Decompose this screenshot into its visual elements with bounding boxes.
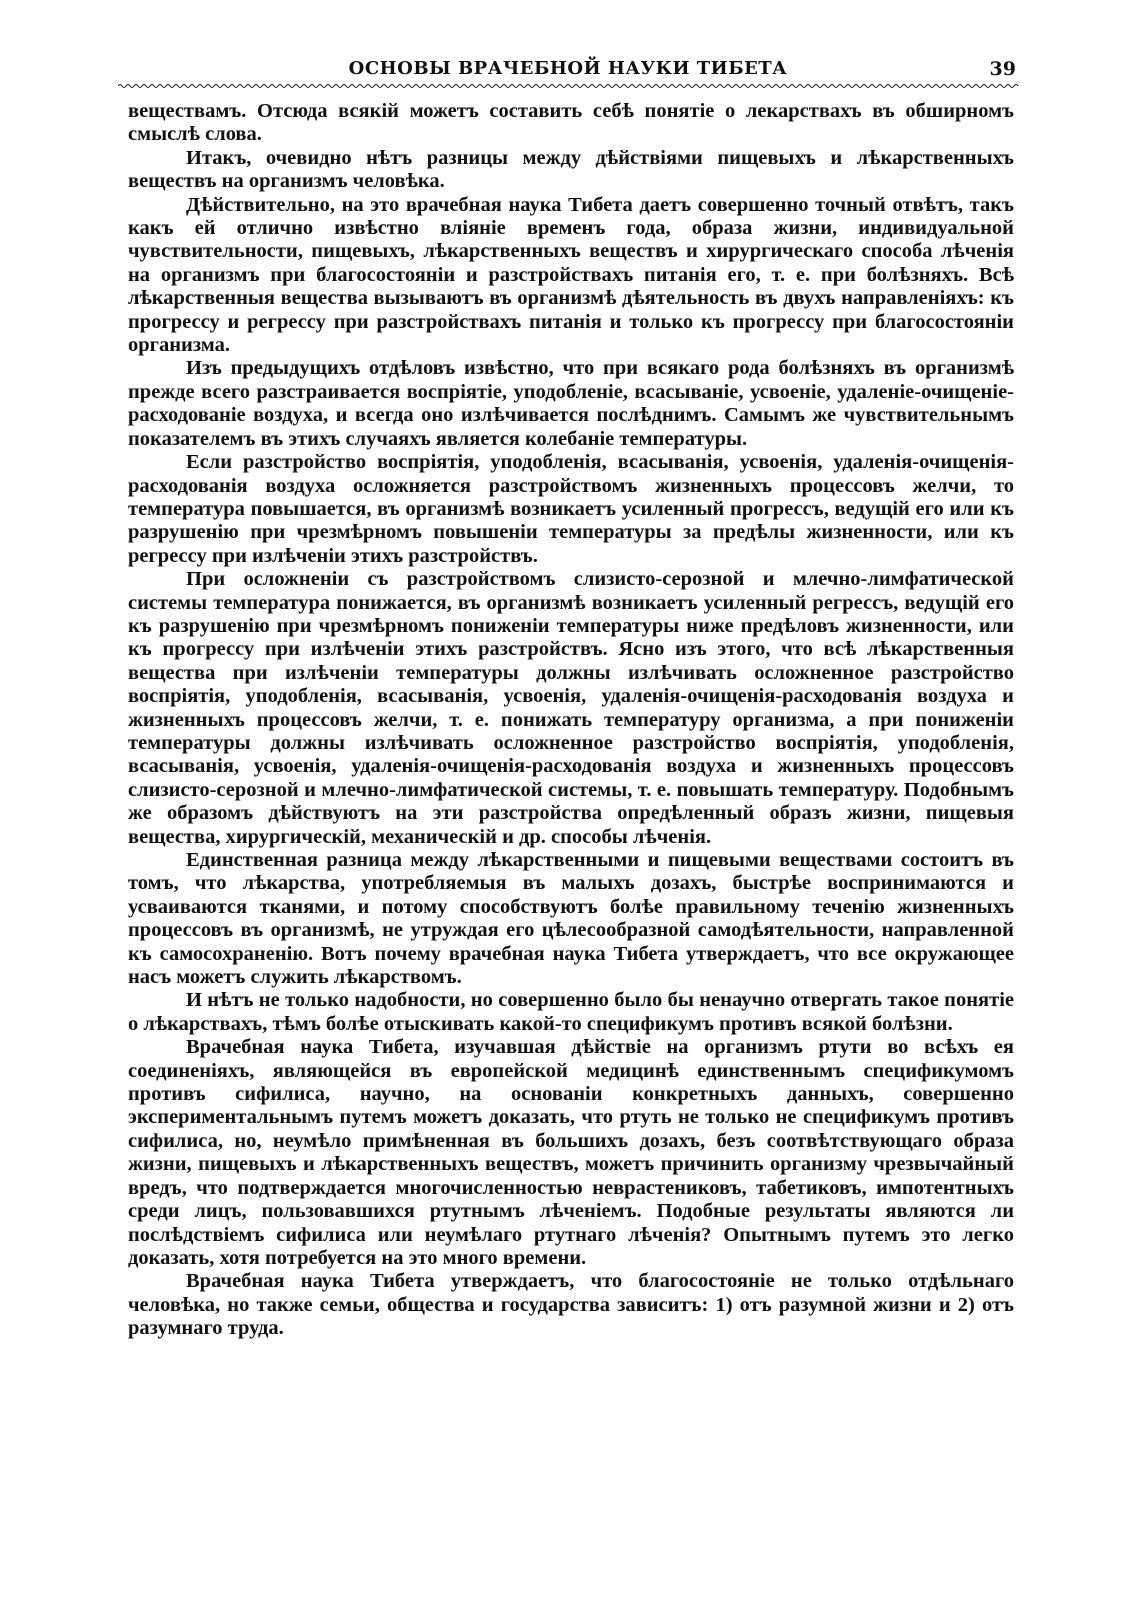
wavy-header-rule <box>118 82 1020 90</box>
paragraph: Изъ предыдущихъ отдѣловъ извѣстно, что при всякаго рода болѣзняхъ въ организмѣ прежде всего разстраивается воспріятіе, уподобленіе, всасываніе, усвоеніе, удаленіе-очищеніе-расходованіе воздуха, и всегда оно излѣчивается послѣднимъ. Самымъ же чувствительнымъ показателемъ въ этихъ случаяхъ является колебаніе температуры. <box>128 357 1014 450</box>
paragraph: Единственная разница между лѣкарственными и пищевыми веществами состоитъ въ томъ, что лѣкарства, употребляемыя въ малыхъ дозахъ, быстрѣе воспринимаются и усваиваются тканями, и потому способствуютъ болѣе правильному теченію жизненныхъ процессовъ въ организмѣ, не утруждая его цѣлесообразной самодѣятельности, направленной къ самосохраненію. Вотъ почему врачебная наука Тибета утверждаетъ, что все окружающее насъ можетъ служить лѣкарствомъ. <box>128 849 1014 989</box>
paragraph: Если разстройство воспріятія, уподобленія, всасыванія, усвоенія, удаленія-очищенія-расходованія воздуха осложняется разстройствомъ жизненныхъ процессовъ желчи, то температура повышается, въ организмѣ возникаетъ усиленный прогрессъ, ведущій его или къ разрушенію при чрезмѣрномъ повышеніи температуры за предѣлы жизненности, или къ регрессу при излѣченіи этихъ разстройствъ. <box>128 451 1014 567</box>
paragraph: Дѣйствительно, на это врачебная наука Тибета даетъ совершенно точный отвѣтъ, такъ какъ ей отлично извѣстно вліяніе временъ года, образа жизни, индивидуальной чувствительности, пищевыхъ, лѣкарственныхъ веществъ и хирургическаго способа лѣченія на организмъ при благосостояніи и разстройствахъ питанія его, т. е. при болѣзняхъ. Всѣ лѣкарственныя вещества вызываютъ въ организмѣ дѣятельность въ двухъ направленіяхъ: къ прогрессу и регрессу при разстройствахъ питанія и только къ прогрессу при благосостояніи организма. <box>128 193 1014 357</box>
paragraph: И нѣтъ не только надобности, но совершенно было бы ненаучно отвергать такое понятіе о лѣкарствахъ, тѣмъ болѣе отыскивать какой-то спецификумъ противъ всякой болѣзни. <box>128 989 1014 1035</box>
running-title: ОСНОВЫ ВРАЧЕБНОЙ НАУКИ ТИБЕТА <box>348 58 788 79</box>
paragraph: Врачебная наука Тибета, изучавшая дѣйствіе на организмъ ртути во всѣхъ ея соединеніяхъ, являющейся въ европейской медицинѣ единственнымъ спецификумомъ противъ сифилиса, научно, на основаніи конкретныхъ данныхъ, совершенно экспериментальнымъ путемъ можетъ доказать, что ртуть не только не спецификумъ противъ сифилиса, но, неумѣло примѣненная въ большихъ дозахъ, безъ соотвѣтствующаго образа жизни, пищевыхъ и лѣкарственныхъ веществъ, можетъ причинить организму чрезвычайный вредъ, что подтверждается многочисленностью неврастениковъ, табетиковъ, импотентныхъ среди лицъ, пользовавшихся ртутнымъ лѣченіемъ. Подобные результаты являются ли послѣдствіемъ сифилиса или неумѣлаго ртутнаго лѣченія? Опытнымъ путемъ это легко доказать, хотя потребуется на это много времени. <box>128 1036 1014 1269</box>
paragraph: Итакъ, очевидно нѣтъ разницы между дѣйствіями пищевыхъ и лѣкарственныхъ веществъ на организмъ человѣка. <box>128 146 1014 193</box>
paragraph: Врачебная наука Тибета утверждаетъ, что благосостояніе не только отдѣльнаго человѣка, но также семьи, общества и государства зависитъ: 1) отъ разумной жизни и 2) отъ разумнаго труда. <box>128 1270 1014 1340</box>
running-header <box>118 58 1018 82</box>
paragraph: веществамъ. Отсюда всякій можетъ составить себѣ понятіе о лекарствахъ въ обширномъ смыслѣ слова. <box>128 100 1014 146</box>
paragraph: При осложненіи съ разстройствомъ слизисто-серозной и млечно-лимфатической системы температура понижается, въ организмѣ возникаетъ усиленный регрессъ, ведущій его къ разрушенію при чрезмѣрномъ пониженіи температуры ниже предѣловъ жизненности, или къ прогрессу при излѣченіи этихъ разстройствъ. Ясно изъ этого, что всѣ лѣкарственныя вещества при излѣченіи температуры должны излѣчивать осложненное разстройство воспріятія, уподобленія, всасыванія, усвоенія, удаленія-очищенія-расходованія воздуха и жизненныхъ процессовъ желчи, т. е. понижать температуру организма, а при пониженіи температуры должны излѣчивать осложненное разстройство воспріятія, уподобленія, всасыванія, усвоенія, удаленія-очищенія-расходованія воздуха и жизненныхъ процессовъ слизисто-серозной и млечно-лимфатической системы, т. е. повышать температуру. Подобнымъ же образомъ дѣйствуютъ на эти разстройства опредѣленный образъ жизни, пищевыя вещества, хирургическій, механическій и др. способы лѣченія. <box>128 568 1014 848</box>
body-text <box>128 100 1014 1341</box>
page-number: 39 <box>989 58 1016 80</box>
